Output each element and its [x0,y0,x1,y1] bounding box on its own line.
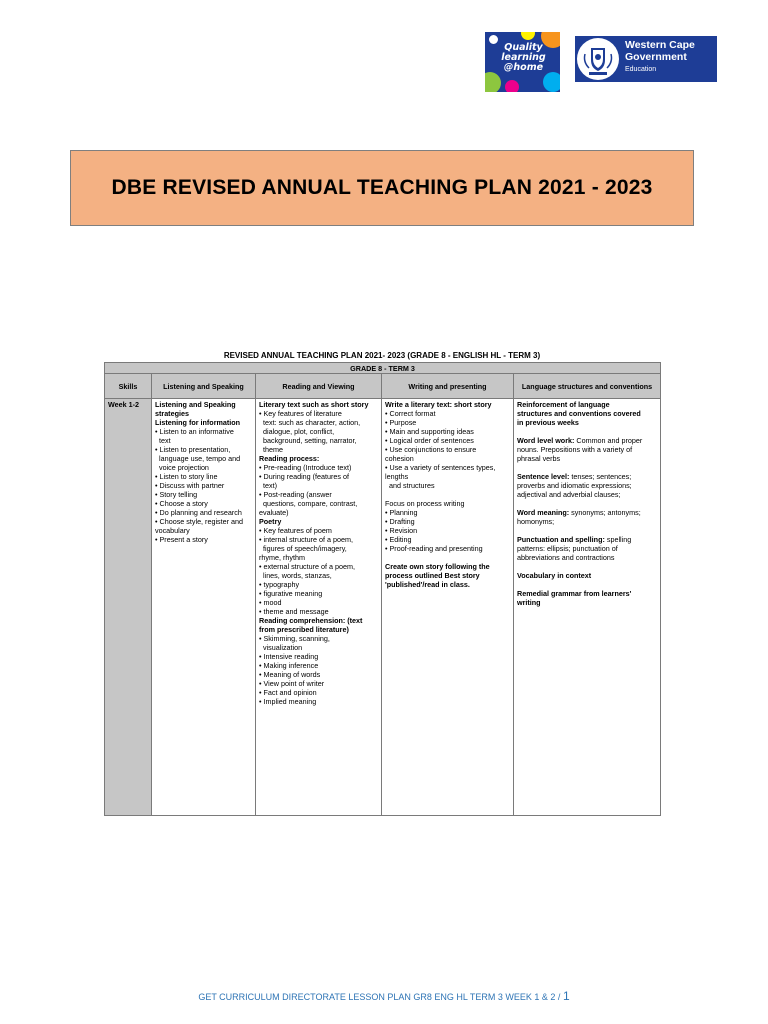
cell-line [259,472,378,481]
cell-line-text: • mood [259,598,282,607]
coat-of-arms-icon [577,38,619,80]
cell-line [155,454,252,463]
cell-line-text: rhyme, rhythm [259,553,305,562]
cell-line [259,562,378,571]
cell-line [517,436,657,445]
cell-line [259,634,378,643]
cell-line-text: visualization [259,643,303,652]
cell-line [259,598,378,607]
cell-line [259,490,378,499]
cell-line-text: • Story telling [155,490,198,499]
cell-line [155,490,252,499]
cell-line-text: • View point of writer [259,679,325,688]
cell-line [259,607,378,616]
cell-line [385,553,510,562]
cell-line-rest: spelling [604,535,632,544]
cell-line-text: and structures [385,481,435,490]
cell-line [517,427,657,436]
cell-line-text: evaluate) [259,508,289,517]
cell-line-text: Write a literary text: short story [385,400,492,409]
cell-line-text: • Post-reading (answer [259,490,332,499]
cell-line [385,481,510,490]
header-skills: Skills [105,374,152,399]
cell-line-text: figures of speech/imagery, [259,544,347,553]
cell-line [155,427,252,436]
header-writing-presenting: Writing and presenting [382,374,514,399]
cell-line-text: text) [259,481,277,490]
cell-line-text: • Present a story [155,535,208,544]
cell-line [385,472,510,481]
week-label: Week 1-2 [105,399,152,816]
cell-line [259,454,378,463]
cell-line-text: voice projection [155,463,209,472]
cell-line [517,517,657,526]
cell-line [259,445,378,454]
cell-line [385,580,510,589]
cell-line-text: • Editing [385,535,412,544]
cell-line-text: patterns: ellipsis; punctuation of [517,544,618,553]
cell-line-text: • Listen to an informative [155,427,234,436]
cell-line [385,445,510,454]
cell-line [385,499,510,508]
logo-dot [485,72,501,92]
cell-line [385,571,510,580]
cell-line-text: • Planning [385,508,418,517]
title-banner [70,150,694,226]
department-name: Education [625,66,657,73]
cell-line [155,499,252,508]
reading-viewing-cell [256,399,382,816]
cell-line [385,535,510,544]
cell-line-text: • Listen to presentation, [155,445,231,454]
cell-line [385,427,510,436]
cell-line [517,562,657,571]
cell-line [385,562,510,571]
footer-text: GET CURRICULUM DIRECTORATE LESSON PLAN GR8 ENG HL TERM 3 WEEK 1 & 2 / [198,992,561,1002]
cell-line [259,643,378,652]
teaching-plan-table [104,362,661,816]
cell-line [259,571,378,580]
cell-line-text: questions, compare, contrast, [259,499,358,508]
cell-line [259,688,378,697]
cell-line-text: Remedial grammar from learners' [517,589,632,598]
cell-line [259,400,378,409]
cell-line [155,463,252,472]
cell-line [517,463,657,472]
cell-line-text: vocabulary [155,526,190,535]
cell-line [259,544,378,553]
cell-line-text: 'published'/read in class. [385,580,470,589]
cell-line [259,526,378,535]
cell-line [517,544,657,553]
cell-line-text: • Pre-reading (Introduce text) [259,463,352,472]
header-language-structures: Language structures and conventions [514,374,661,399]
cell-line [155,481,252,490]
cell-line [259,427,378,436]
cell-line [155,445,252,454]
cell-line [385,454,510,463]
cell-line [259,517,378,526]
cell-line-text: • theme and message [259,607,329,616]
cell-line [155,409,252,418]
cell-line [517,454,657,463]
cell-line-text: writing [517,598,541,607]
cell-line [517,472,657,481]
cell-line-text: • Proof-reading and presenting [385,544,483,553]
cell-line [259,553,378,562]
cell-line [259,616,378,625]
cell-line-text: • Skimming, scanning, [259,634,330,643]
cell-line-text: abbreviations and contractions [517,553,615,562]
cell-line-text: language use, tempo and [155,454,241,463]
cell-line-rest: tenses; sentences; [569,472,632,481]
cell-line-text: process outlined Best story [385,571,480,580]
cell-line-text: Literary text such as short story [259,400,369,409]
cell-line [517,553,657,562]
cell-line-text: • internal structure of a poem, [259,535,354,544]
cell-line [517,598,657,607]
logo-dot [543,72,560,92]
cell-line-text: structures and conventions covered [517,409,641,418]
cell-line [155,526,252,535]
cell-line [259,661,378,670]
cell-line-text: • external structure of a poem, [259,562,355,571]
cell-line [385,463,510,472]
government-name: Western Cape Government [625,39,695,63]
cell-line-text: Reinforcement of language [517,400,610,409]
cell-line [155,517,252,526]
cell-line-text: Reading comprehension: (text [259,616,363,625]
cell-line [385,517,510,526]
page-number: 1 [562,989,570,1003]
cell-line [259,535,378,544]
cell-line-text: • Logical order of sentences [385,436,474,445]
cell-line [385,409,510,418]
cell-line-text: phrasal verbs [517,454,561,463]
cell-line-text: • Choose a story [155,499,208,508]
cell-line-text: • figurative meaning [259,589,323,598]
cell-line-text: • Use a variety of sentences types, [385,463,496,472]
cell-line [259,436,378,445]
cell-line-text: • Use conjunctions to ensure [385,445,477,454]
cell-line-text: lines, words, stanzas, [259,571,332,580]
cell-line [385,436,510,445]
cell-line-text: dialogue, plot, conflict, [259,427,335,436]
cell-line-text: • Implied meaning [259,697,317,706]
cell-line [259,580,378,589]
cell-line [385,418,510,427]
cell-line-text: • Correct format [385,409,436,418]
cell-line-text: • Revision [385,526,418,535]
cell-line [517,526,657,535]
cell-line-text: Listening and Speaking [155,400,236,409]
cell-line-text: cohesion [385,454,414,463]
cell-line-text: text: such as character, action, [259,418,361,427]
cell-line-text: nouns. Prepositions with a variety of [517,445,633,454]
cell-line [155,418,252,427]
cell-line-text: from prescribed literature) [259,625,349,634]
cell-line [259,409,378,418]
cell-line-text: • Intensive reading [259,652,319,661]
cell-line [385,508,510,517]
page-title: DBE REVISED ANNUAL TEACHING PLAN 2021 - 2023 [111,176,653,199]
cell-line-text: • Key features of literature [259,409,342,418]
cell-line [517,580,657,589]
cell-line [517,571,657,580]
cell-line [517,499,657,508]
cell-line [259,652,378,661]
cell-line [155,436,252,445]
cell-line [259,499,378,508]
quality-learning-logo [485,32,560,92]
cell-line-text: • Purpose [385,418,417,427]
page-footer [0,989,768,1003]
cell-line-text: Listening for information [155,418,241,427]
cell-line-text: text [155,436,171,445]
cell-line-rest: synonyms; antonyms; [569,508,641,517]
cell-line [155,400,252,409]
cell-line-text: • Meaning of words [259,670,321,679]
quality-learning-wordmark: Quality learning @home [501,42,546,73]
header-listening-speaking: Listening and Speaking [152,374,256,399]
cell-line-text: Punctuation and spelling: [517,535,605,544]
cell-line-text: • Drafting [385,517,415,526]
cell-line-text: • Main and supporting ideas [385,427,474,436]
cell-line-text: • Key features of poem [259,526,332,535]
cell-line-text: lengths [385,472,409,481]
logo-dot [521,32,535,40]
cell-line-text: • Discuss with partner [155,481,225,490]
cell-line-text: • Do planning and research [155,508,242,517]
cell-line-text: • typography [259,580,300,589]
cell-line [517,481,657,490]
cell-line-text: • Making inference [259,661,319,670]
cell-line [517,400,657,409]
cell-line-text: • During reading (features of [259,472,350,481]
cell-line [385,544,510,553]
cell-line [517,445,657,454]
cell-line [259,625,378,634]
cell-line [517,535,657,544]
cell-line [517,409,657,418]
cell-line-text: Focus on process writing [385,499,465,508]
cell-line [517,508,657,517]
cell-line [385,490,510,499]
cell-line [517,490,657,499]
cell-line [259,589,378,598]
cell-line [259,463,378,472]
cell-line [155,508,252,517]
cell-line [259,697,378,706]
listening-speaking-cell [152,399,256,816]
cell-line-text: Reading process: [259,454,320,463]
cell-line [259,418,378,427]
cell-line-text: background, setting, narrator, [259,436,357,445]
cell-line-rest: Common and proper [574,436,643,445]
cell-line [259,670,378,679]
cell-line [155,535,252,544]
cell-line-text: • Choose style, register and [155,517,244,526]
cell-line [155,472,252,481]
writing-presenting-cell [382,399,514,816]
language-structures-cell [514,399,661,816]
cell-line [259,679,378,688]
cell-line [385,526,510,535]
cell-line [517,418,657,427]
cell-line-text: proverbs and idiomatic expressions; [517,481,632,490]
cell-line-text: strategies [155,409,189,418]
cell-line [259,481,378,490]
cell-line-text: Sentence level: [517,472,570,481]
cell-line-text: • Listen to story line [155,472,218,481]
grade-row: GRADE 8 - TERM 3 [105,363,661,374]
cell-line-text: in previous weeks [517,418,579,427]
western-cape-government-logo [575,36,717,82]
table-caption: REVISED ANNUAL TEACHING PLAN 2021- 2023 (GRADE 8 - ENGLISH HL - TERM 3) [223,351,541,360]
cell-line-text: Vocabulary in context [517,571,592,580]
cell-line [259,508,378,517]
cell-line-text: Poetry [259,517,282,526]
cell-line [517,589,657,598]
cell-line-text: Create own story following the [385,562,490,571]
cell-line-text: • Fact and opinion [259,688,317,697]
header-reading-viewing: Reading and Viewing [256,374,382,399]
cell-line-text: adjectival and adverbial clauses; [517,490,621,499]
logo-dot [505,80,519,92]
cell-line [385,400,510,409]
cell-line-text: homonyms; [517,517,555,526]
cell-line-text: Word level work: [517,436,575,445]
cell-line-text: Word meaning: [517,508,570,517]
cell-line-text: theme [259,445,283,454]
